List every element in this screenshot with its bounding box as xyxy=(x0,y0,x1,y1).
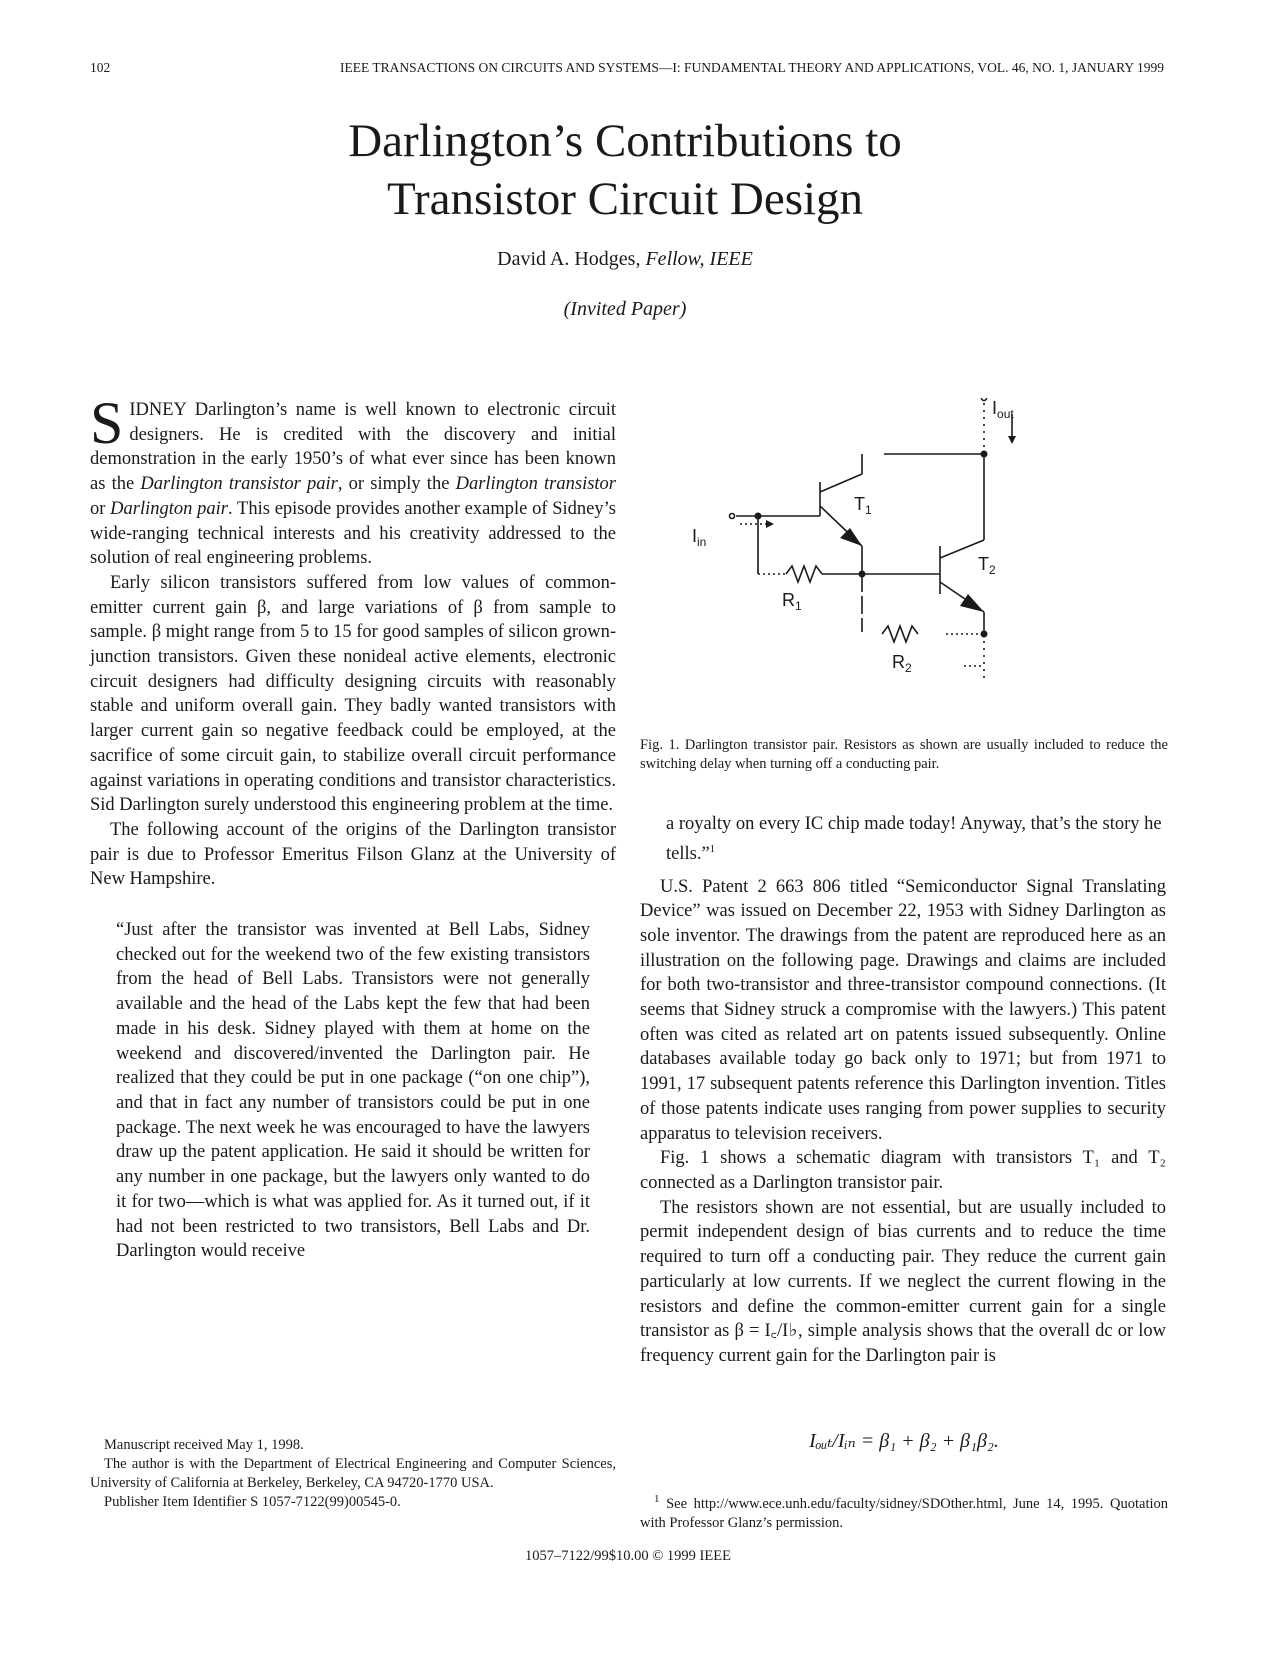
intro-em-3: Darlington pair xyxy=(110,498,228,519)
paragraph-fig1: Fig. 1 shows a schematic diagram with transistors T₁ and T₂ connected as a Darlington transistor pair. xyxy=(640,1148,1166,1193)
output-terminal xyxy=(982,398,987,401)
paper-type: (Invited Paper) xyxy=(563,298,687,320)
junction-node xyxy=(859,571,866,578)
footnote-pii: Publisher Item Identifier S 1057-7122(99)00545-0. xyxy=(104,1494,401,1510)
copyright-footer: 1057–7122/99$10.00 © 1999 IEEE xyxy=(525,1548,731,1564)
drop-cap: S xyxy=(90,390,124,456)
intro-text-d: . This episode provides another example of Sidney’s wide-ranging technical interests and his creativity addressed to the solution of real engineering problems. xyxy=(90,498,616,569)
quote-block: “Just after the transistor was invented at Bell Labs, Sidney checked out for the weekend two of the few existing transistors from the head of Bell Labs. Transistors were not generally available and the head of the Labs kept the few that had been made in his desk. Sidney played with them at home on the weekend and discovered/invented the Darlington pair. He realized that they could be put in one package (“on one chip”), and that in fact any number of transistors could be put in one package. The next week he was encouraged to have the lawyers draw up the patent application. He said it should be written for any number in one package, but the lawyers only wanted to do it for two—which is what was applied for. As it turned out, if it had not been restricted to two transistors, Bell Labs and Dr. Darlington would receive xyxy=(116,920,590,1262)
paragraph-account: The following account of the origins of the Darlington transistor pair is due to Professor Emeritus Filson Glanz at the University of New Hampshire. xyxy=(90,819,616,890)
right-column xyxy=(640,812,1166,1369)
label-t2: $T_2$ xyxy=(978,554,996,577)
input-terminal xyxy=(730,514,735,519)
footnote-marker: 1 xyxy=(709,842,716,855)
schematic-svg xyxy=(640,398,1168,718)
junction-node xyxy=(981,451,988,458)
footnote-1 xyxy=(640,1490,1168,1533)
footnote-1-mark: 1 xyxy=(654,1493,660,1505)
quote-cont-text: a royalty on every IC chip made today! Anyway, that’s the story he tells.” xyxy=(666,814,1162,864)
label-t1: $T_1$ xyxy=(854,494,872,517)
t2-emitter-arrow xyxy=(960,594,984,612)
junction-node xyxy=(755,513,762,520)
journal-header: IEEE TRANSACTIONS ON CIRCUITS AND SYSTEMS—I: FUNDAMENTAL THEORY AND APPLICATIONS, VOL. 46, NO. 1, JANUARY 1999 xyxy=(340,60,1164,75)
label-r2: $R_2$ xyxy=(892,652,912,675)
paragraph-intro xyxy=(90,390,616,571)
footnote-received: Manuscript received May 1, 1998. xyxy=(104,1437,304,1453)
t1-emitter-arrow xyxy=(840,528,862,546)
label-iin: $I_{in}$ xyxy=(692,526,707,549)
figure-caption: Fig. 1. Darlington transistor pair. Resistors as shown are usually included to reduce the switching delay when turning off a conducting pair. xyxy=(640,737,1168,772)
author-grade: Fellow, IEEE xyxy=(645,248,753,270)
footnote-right xyxy=(640,1490,1168,1533)
t1-collector-lead xyxy=(820,474,862,492)
quote-continuation xyxy=(640,812,1166,867)
gain-equation: Iₒᵤₜ/Iᵢₙ = β₁ + β₂ + β₁β₂. xyxy=(809,1430,999,1452)
author-line xyxy=(0,248,1250,271)
label-r1: $R_1$ xyxy=(782,590,802,613)
paragraph-patent: U.S. Patent 2 663 806 titled “Semiconductor Signal Translating Device” was issued on December 22, 1953 with Sidney Darlington as sole inventor. The drawings from the patent are reproduced here as an illustration on the following page. Drawings and claims are included for both two-transistor and three-transistor compound connections. (It seems that Sidney struck a compromise with the lawyers.) This patent often was cited as related art on patents issued subsequently. Online databases available today go back only to 1971; but from 1971 to 1991, 17 subsequent patents reference this Darlington invention. Titles of those patents indicate uses ranging from power supplies to security apparatus to television receivers. xyxy=(640,876,1166,1144)
footnote-affiliation: The author is with the Department of Electrical Engineering and Computer Sciences, University of California at Berkeley, Berkeley, CA 94720-1770 USA. xyxy=(90,1456,616,1491)
intro-text-c: or xyxy=(90,498,111,519)
left-column xyxy=(90,390,616,1264)
figure-darlington-schematic xyxy=(640,398,1168,718)
paper-title xyxy=(0,112,1250,228)
intro-text-a: IDNEY Darlington’s name is well known to electronic circuit designers. He is credited with the discovery and initial demonstration in the early 1950’s of what ever since has been known as the xyxy=(90,400,616,495)
title-line-2: Transistor Circuit Design xyxy=(386,173,864,225)
author-name: David A. Hodges, xyxy=(497,248,641,270)
iin-arrowhead xyxy=(766,520,774,528)
footnotes-left xyxy=(90,1436,616,1512)
intro-em-1: Darlington transistor pair xyxy=(140,474,338,495)
paragraph-resistors: The resistors shown are not essential, but are usually included to permit independent design of bias currents and to reduce the time required to turn off a conducting pair. They reduce the current gain particularly at low currents. If we neglect the current flowing in the resistors and define the common-emitter current gain for a single transistor as β = I꜀/I♭, simple analysis shows that the overall dc or low frequency current gain for the Darlington pair is xyxy=(640,1197,1166,1366)
page-number: 102 xyxy=(90,60,111,75)
intro-em-2: Darlington transistor xyxy=(455,474,616,495)
r1-resistor xyxy=(786,566,822,582)
r2-resistor xyxy=(882,626,918,642)
footnote-1-text: See http://www.ece.unh.edu/faculty/sidney/SDOther.html, June 14, 1995. Quotation with Professor Glanz’s permission. xyxy=(640,1495,1168,1531)
intro-text-b: , or simply the xyxy=(337,474,456,495)
iout-arrowhead xyxy=(1008,436,1016,444)
title-line-1: Darlington’s Contributions to xyxy=(348,115,902,167)
junction-node xyxy=(981,631,988,638)
label-iout: $I_{out}$ xyxy=(992,398,1014,421)
paragraph-early-silicon: Early silicon transistors suffered from low values of common-emitter current gain β, and large variations of β from sample to sample. β might range from 5 to 15 for good samples of silicon grown-junction transistors. Given these nonideal active elements, electronic circuit designers had difficulty designing circuits with reasonably stable and uniform overall gain. They badly wanted transistors with larger current gain so negative feedback could be employed, at the sacrifice of some circuit gain, to stabilize overall circuit performance against variations in operating conditions and transistor characteristics. Sid Darlington surely understood this engineering problem at the time. xyxy=(90,572,616,816)
